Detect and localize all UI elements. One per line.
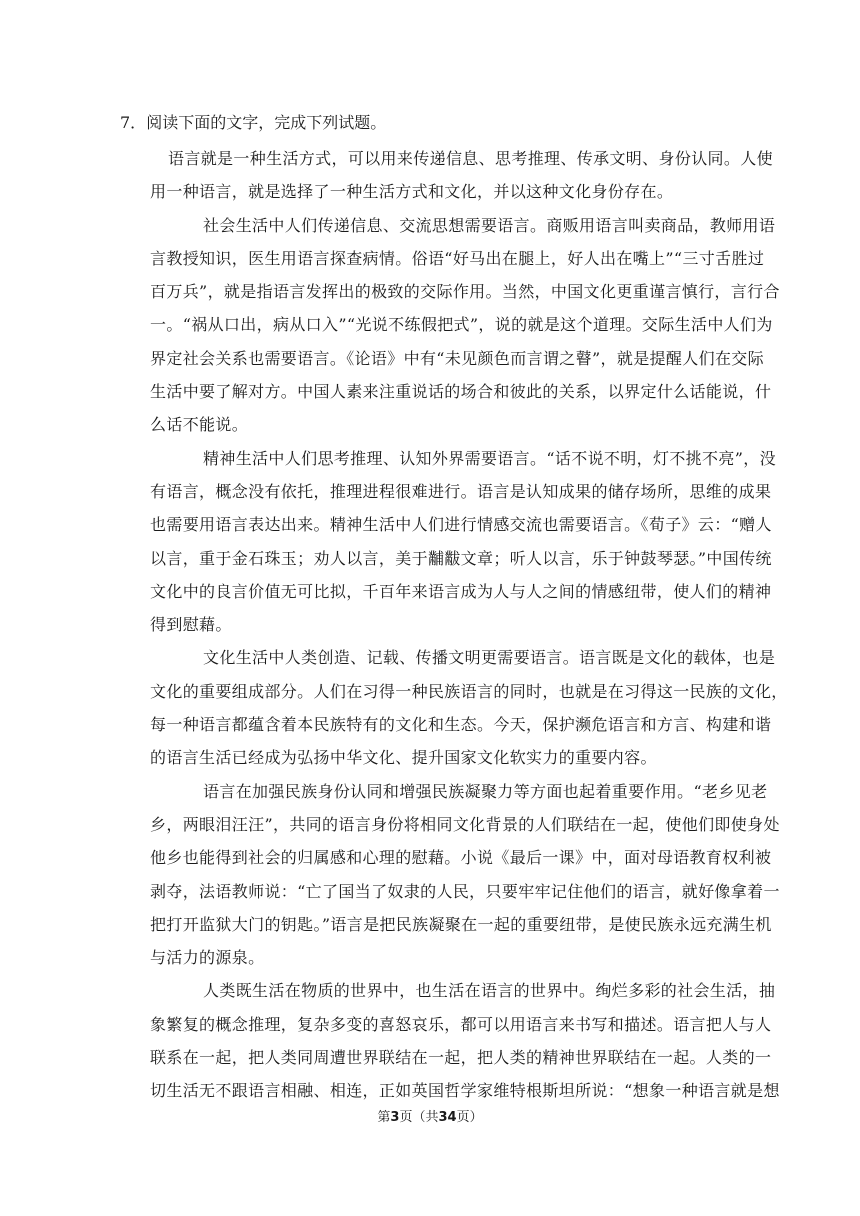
passage-paragraph — [150, 209, 780, 442]
footer-suffix: 页） — [456, 1110, 483, 1125]
paragraph-line: 么话不能说。 — [150, 415, 249, 435]
passage-paragraph — [150, 974, 780, 1107]
paragraph-line: 的语言生活已经成为弘扬中华文化、提升国家文化软实力的重要内容。 — [150, 748, 657, 768]
paragraph-line: 文化中的良言价值无可比拟，千百年来语言成为人与人之间的情感纽带，使人们的精神 — [150, 581, 772, 601]
paragraph-line: 语言在加强民族身份认同和增强民族凝聚力等方面也起着重要作用。“老乡见老 — [203, 781, 768, 801]
passage-paragraph — [150, 442, 776, 642]
paragraph-line: 也需要用语言表达出来。精神生活中人们进行情感交流也需要语言。《荀子》云：“赠人 — [150, 515, 772, 535]
footer-total-pages: 34 — [438, 1110, 457, 1125]
footer-page-number: 3 — [390, 1110, 400, 1125]
paragraph-line: 语言就是一种生活方式，可以用来传递信息、思考推理、传承文明、身份认同。人使 — [168, 149, 773, 168]
question-number: 7． — [120, 113, 147, 132]
page-footer — [0, 1108, 860, 1128]
question-instruction: 阅读下面的文字，完成下列试题。 — [146, 113, 387, 132]
paragraph-line: 言教授知识，医生用语言探查病情。俗语“好马出在腿上，好人出在嘴上”“三寸舌胜过 — [150, 248, 765, 268]
footer-prefix: 第 — [377, 1110, 391, 1125]
footer-middle: 页（共 — [399, 1110, 439, 1125]
paragraph-line: 文化的重要组成部分。人们在习得一种民族语言的同时，也就是在习得这一民族的文化， — [150, 681, 788, 701]
paragraph-line: 切生活无不跟语言相融、相连，正如英国哲学家维特根斯坦所说：“想象一种语言就是想 — [150, 1081, 780, 1101]
paragraph-line: 百万兵”，就是指语言发挥出的极致的交际作用。当然，中国文化更重谨言慎行，言行合 — [150, 282, 780, 302]
paragraph-line: 乡，两眼泪汪汪”，共同的语言身份将相同文化背景的人们联结在一起，使他们即使身处 — [150, 814, 780, 834]
paragraph-line: 剥夺，法语教师说：“亡了国当了奴隶的人民，只要牢牢记住他们的语言，就好像拿着一 — [150, 881, 780, 901]
paragraph-line: 一。“祸从口出，病从口入”“光说不练假把式”，说的就是这个道理。交际生活中人们为 — [150, 315, 773, 335]
paragraph-line: 以言，重于金石珠玉；劝人以言，美于黼黻文章；听人以言，乐于钟鼓琴瑟。”中国传统 — [150, 548, 772, 568]
paragraph-line: 精神生活中人们思考推理、认知外界需要语言。“话不说不明，灯不挑不亮”，没 — [203, 448, 776, 468]
question-heading — [120, 111, 386, 135]
passage-paragraph — [150, 142, 773, 209]
passage-body — [150, 142, 788, 1108]
paragraph-line: 他乡也能得到社会的归属感和心理的慰藉。小说《最后一课》中，面对母语教育权利被 — [150, 848, 772, 868]
paragraph-line: 与活力的源泉。 — [150, 948, 265, 968]
paragraph-line: 有语言，概念没有依托，推理进程很难进行。语言是认知成果的储存场所，思维的成果 — [150, 481, 772, 501]
paragraph-line: 界定社会关系也需要语言。《论语》中有“未见颜色而言谓之瞽”，就是提醒人们在交际 — [150, 348, 765, 368]
paragraph-line: 联系在一起，把人类同周遭世界联结在一起，把人类的精神世界联结在一起。人类的一 — [150, 1048, 772, 1068]
paragraph-line: 每一种语言都蕴含着本民族特有的文化和生态。今天，保护濒危语言和方言、构建和谐 — [150, 715, 772, 735]
paragraph-line: 人类既生活在物质的世界中，也生活在语言的世界中。绚烂多彩的社会生活，抽 — [203, 981, 776, 1001]
passage-paragraph — [150, 775, 780, 975]
paragraph-line: 象繁复的概念推理，复杂多变的喜怒哀乐，都可以用语言来书写和描述。语言把人与人 — [150, 1014, 772, 1034]
paragraph-line: 文化生活中人类创造、记载、传播文明更需要语言。语言既是文化的载体，也是 — [203, 648, 776, 668]
passage-paragraph — [150, 641, 788, 774]
paragraph-line: 生活中要了解对方。中国人素来注重说话的场合和彼此的关系，以界定什么话能说，什 — [150, 382, 772, 402]
paragraph-line: 社会生活中人们传递信息、交流思想需要语言。商贩用语言叫卖商品，教师用语 — [203, 215, 776, 235]
paragraph-line: 得到慰藉。 — [150, 615, 232, 635]
paragraph-line: 把打开监狱大门的钥匙。”语言是把民族凝聚在一起的重要纽带，是使民族永远充满生机 — [150, 914, 772, 934]
paragraph-line: 用一种语言，就是选择了一种生活方式和文化，并以这种文化身份存在。 — [150, 182, 674, 202]
